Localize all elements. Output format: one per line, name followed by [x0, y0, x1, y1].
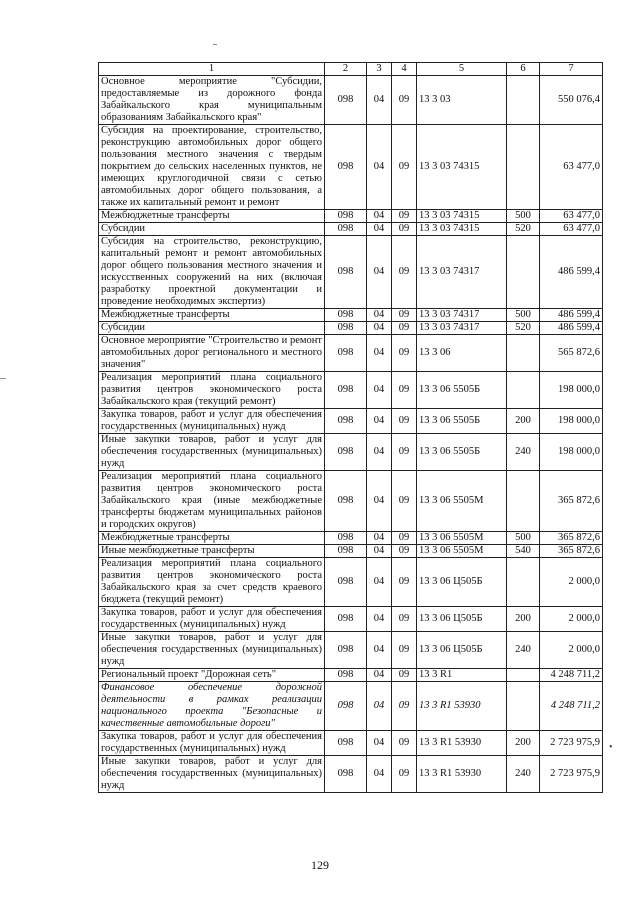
grbs-code-cell: 098	[325, 76, 367, 125]
row-name-cell: Основное мероприятие "Строительство и ремонт автомобильных дорог регионального и местного значения"	[99, 335, 325, 372]
subsection-code-cell: 09	[392, 125, 417, 210]
amount-cell: 550 076,4	[540, 76, 603, 125]
grbs-code-cell: 098	[325, 223, 367, 236]
amount-cell: 365 872,6	[540, 545, 603, 558]
row-name-cell: Иные межбюджетные трансферты	[99, 545, 325, 558]
section-code-cell: 04	[367, 731, 392, 756]
target-article-cell: 13 3 03	[417, 76, 507, 125]
section-code-cell: 04	[367, 756, 392, 793]
row-name-cell: Субсидии	[99, 223, 325, 236]
section-code-cell: 04	[367, 210, 392, 223]
subsection-code-cell: 09	[392, 669, 417, 682]
expense-type-cell	[507, 471, 540, 532]
expense-type-cell	[507, 125, 540, 210]
row-name-cell: Межбюджетные трансферты	[99, 309, 325, 322]
table-row	[99, 545, 603, 558]
subsection-code-cell: 09	[392, 335, 417, 372]
subsection-code-cell: 09	[392, 545, 417, 558]
row-name-cell: Закупка товаров, работ и услуг для обеспечения государственных (муниципальных) нужд	[99, 731, 325, 756]
table-row	[99, 756, 603, 793]
amount-cell: 4 248 711,2	[540, 682, 603, 731]
table-row	[99, 335, 603, 372]
section-code-cell: 04	[367, 125, 392, 210]
expense-type-cell: 240	[507, 756, 540, 793]
grbs-code-cell: 098	[325, 210, 367, 223]
expense-type-cell	[507, 669, 540, 682]
target-article-cell: 13 3 R1 53930	[417, 682, 507, 731]
target-article-cell: 13 3 06 5505М	[417, 532, 507, 545]
grbs-code-cell: 098	[325, 558, 367, 607]
subsection-code-cell: 09	[392, 471, 417, 532]
row-name-cell: Закупка товаров, работ и услуг для обеспечения государственных (муниципальных) нужд	[99, 409, 325, 434]
table-row	[99, 607, 603, 632]
expense-type-cell	[507, 558, 540, 607]
table-row	[99, 669, 603, 682]
grbs-code-cell: 098	[325, 632, 367, 669]
target-article-cell: 13 3 03 74317	[417, 309, 507, 322]
target-article-cell: 13 3 06 5505М	[417, 545, 507, 558]
section-code-cell: 04	[367, 545, 392, 558]
row-name-cell: Закупка товаров, работ и услуг для обеспечения государственных (муниципальных) нужд	[99, 607, 325, 632]
row-name-cell: Иные закупки товаров, работ и услуг для обеспечения государственных (муниципальных) нужд	[99, 756, 325, 793]
row-name-cell: Реализация мероприятий плана социального развития центров экономического роста Забайкальского края (текущий ремонт)	[99, 372, 325, 409]
row-name-cell: Субсидия на проектирование, строительство, реконструкцию автомобильных дорог общего пользования местного значения с твердым покрытием до сельских населенных пунктов, не имеющих круглогодичной связи с сетью автомобильных дорог общего пользования, а также их капитальный ремонт и ремонт	[99, 125, 325, 210]
budget-table	[98, 62, 603, 793]
amount-cell: 365 872,6	[540, 532, 603, 545]
section-code-cell: 04	[367, 335, 392, 372]
grbs-code-cell: 098	[325, 471, 367, 532]
amount-cell: 2 000,0	[540, 632, 603, 669]
table-body	[99, 76, 603, 793]
section-code-cell: 04	[367, 632, 392, 669]
target-article-cell: 13 3 R1	[417, 669, 507, 682]
expense-type-cell	[507, 236, 540, 309]
expense-type-cell: 520	[507, 223, 540, 236]
expense-type-cell: 200	[507, 607, 540, 632]
row-name-cell: Иные закупки товаров, работ и услуг для обеспечения государственных (муниципальных) нужд	[99, 434, 325, 471]
amount-cell: 486 599,4	[540, 236, 603, 309]
expense-type-cell: 520	[507, 322, 540, 335]
column-header: 4	[392, 63, 417, 76]
expense-type-cell	[507, 335, 540, 372]
row-name-cell: Реализация мероприятий плана социального развития центров экономического роста Забайкальского края (иные межбюджетные трансферты бюджетам муниципальных районов и городских округов)	[99, 471, 325, 532]
table-row	[99, 210, 603, 223]
subsection-code-cell: 09	[392, 236, 417, 309]
target-article-cell: 13 3 06 5505Б	[417, 434, 507, 471]
row-name-cell: Реализация мероприятий плана социального развития центров экономического роста Забайкальского края за счет средств краевого бюджета (текущий ремонт)	[99, 558, 325, 607]
amount-cell: 565 872,6	[540, 335, 603, 372]
row-name-cell: Межбюджетные трансферты	[99, 532, 325, 545]
amount-cell: 198 000,0	[540, 434, 603, 471]
target-article-cell: 13 3 03 74315	[417, 125, 507, 210]
section-code-cell: 04	[367, 236, 392, 309]
table-row	[99, 434, 603, 471]
expense-type-cell: 240	[507, 632, 540, 669]
row-name-cell: Финансовое обеспечение дорожной деятельности в рамках реализации национального проекта "Безопасные и качественные автомобильные дороги"	[99, 682, 325, 731]
expense-type-cell: 500	[507, 210, 540, 223]
section-code-cell: 04	[367, 409, 392, 434]
target-article-cell: 13 3 06 Ц505Б	[417, 632, 507, 669]
table-row	[99, 125, 603, 210]
column-header: 2	[325, 63, 367, 76]
row-name-cell: Основное мероприятие "Субсидии, предоставляемые из дорожного фонда Забайкальского края муниципальным образованиям Забайкальского края"	[99, 76, 325, 125]
grbs-code-cell: 098	[325, 731, 367, 756]
section-code-cell: 04	[367, 669, 392, 682]
table-row	[99, 558, 603, 607]
target-article-cell: 13 3 06 5505Б	[417, 409, 507, 434]
grbs-code-cell: 098	[325, 434, 367, 471]
subsection-code-cell: 09	[392, 682, 417, 731]
subsection-code-cell: 09	[392, 223, 417, 236]
grbs-code-cell: 098	[325, 409, 367, 434]
row-name-cell: Межбюджетные трансферты	[99, 210, 325, 223]
column-header: 3	[367, 63, 392, 76]
row-name-cell: Субсидия на строительство, реконструкцию, капитальный ремонт и ремонт автомобильных дорог общего пользования местного значения и искусственных сооружений на них (включая разработку проектной документации и проведение необходимых экспертиз)	[99, 236, 325, 309]
section-code-cell: 04	[367, 76, 392, 125]
grbs-code-cell: 098	[325, 236, 367, 309]
subsection-code-cell: 09	[392, 731, 417, 756]
grbs-code-cell: 098	[325, 545, 367, 558]
expense-type-cell: 200	[507, 409, 540, 434]
table-row	[99, 372, 603, 409]
subsection-code-cell: 09	[392, 210, 417, 223]
target-article-cell: 13 3 06 Ц505Б	[417, 607, 507, 632]
column-header: 1	[99, 63, 325, 76]
grbs-code-cell: 098	[325, 372, 367, 409]
amount-cell: 198 000,0	[540, 372, 603, 409]
table-row	[99, 236, 603, 309]
section-code-cell: 04	[367, 607, 392, 632]
subsection-code-cell: 09	[392, 607, 417, 632]
section-code-cell: 04	[367, 434, 392, 471]
column-header: 5	[417, 63, 507, 76]
table-header-row	[99, 63, 603, 76]
column-header: 7	[540, 63, 603, 76]
table-row	[99, 682, 603, 731]
amount-cell: 2 000,0	[540, 558, 603, 607]
section-code-cell: 04	[367, 532, 392, 545]
grbs-code-cell: 098	[325, 607, 367, 632]
subsection-code-cell: 09	[392, 632, 417, 669]
grbs-code-cell: 098	[325, 532, 367, 545]
amount-cell: 63 477,0	[540, 125, 603, 210]
subsection-code-cell: 09	[392, 309, 417, 322]
amount-cell: 365 872,6	[540, 471, 603, 532]
table-row	[99, 632, 603, 669]
amount-cell: 198 000,0	[540, 409, 603, 434]
grbs-code-cell: 098	[325, 322, 367, 335]
scan-artifact	[213, 44, 217, 45]
section-code-cell: 04	[367, 372, 392, 409]
row-name-cell: Региональный проект "Дорожная сеть"	[99, 669, 325, 682]
subsection-code-cell: 09	[392, 558, 417, 607]
grbs-code-cell: 098	[325, 756, 367, 793]
table-row	[99, 322, 603, 335]
expense-type-cell: 500	[507, 309, 540, 322]
subsection-code-cell: 09	[392, 532, 417, 545]
target-article-cell: 13 3 03 74315	[417, 223, 507, 236]
subsection-code-cell: 09	[392, 409, 417, 434]
expense-type-cell: 500	[507, 532, 540, 545]
table-row	[99, 76, 603, 125]
target-article-cell: 13 3 R1 53930	[417, 756, 507, 793]
target-article-cell: 13 3 03 74315	[417, 210, 507, 223]
row-name-cell: Субсидии	[99, 322, 325, 335]
table-row	[99, 309, 603, 322]
section-code-cell: 04	[367, 322, 392, 335]
expense-type-cell	[507, 76, 540, 125]
subsection-code-cell: 09	[392, 434, 417, 471]
target-article-cell: 13 3 R1 53930	[417, 731, 507, 756]
table-row	[99, 731, 603, 756]
grbs-code-cell: 098	[325, 335, 367, 372]
target-article-cell: 13 3 06 5505Б	[417, 372, 507, 409]
amount-cell: 486 599,4	[540, 309, 603, 322]
amount-cell: 63 477,0	[540, 223, 603, 236]
amount-cell: 2 000,0	[540, 607, 603, 632]
expense-type-cell	[507, 682, 540, 731]
section-code-cell: 04	[367, 471, 392, 532]
subsection-code-cell: 09	[392, 76, 417, 125]
grbs-code-cell: 098	[325, 669, 367, 682]
amount-cell: 2 723 975,9	[540, 731, 603, 756]
grbs-code-cell: 098	[325, 125, 367, 210]
grbs-code-cell: 098	[325, 309, 367, 322]
expense-type-cell	[507, 372, 540, 409]
section-code-cell: 04	[367, 558, 392, 607]
expense-type-cell: 540	[507, 545, 540, 558]
section-code-cell: 04	[367, 223, 392, 236]
amount-cell: 486 599,4	[540, 322, 603, 335]
scan-artifact	[0, 378, 6, 379]
section-code-cell: 04	[367, 309, 392, 322]
amount-cell: 4 248 711,2	[540, 669, 603, 682]
subsection-code-cell: 09	[392, 756, 417, 793]
amount-cell: 63 477,0	[540, 210, 603, 223]
table-row	[99, 532, 603, 545]
expense-type-cell: 200	[507, 731, 540, 756]
scan-artifact: •	[609, 742, 613, 753]
target-article-cell: 13 3 06	[417, 335, 507, 372]
target-article-cell: 13 3 03 74317	[417, 322, 507, 335]
table-row	[99, 471, 603, 532]
target-article-cell: 13 3 06 Ц505Б	[417, 558, 507, 607]
section-code-cell: 04	[367, 682, 392, 731]
subsection-code-cell: 09	[392, 322, 417, 335]
target-article-cell: 13 3 06 5505М	[417, 471, 507, 532]
expense-type-cell: 240	[507, 434, 540, 471]
table-row	[99, 409, 603, 434]
row-name-cell: Иные закупки товаров, работ и услуг для обеспечения государственных (муниципальных) нужд	[99, 632, 325, 669]
table-row	[99, 223, 603, 236]
page-number: 129	[311, 858, 329, 872]
amount-cell: 2 723 975,9	[540, 756, 603, 793]
target-article-cell: 13 3 03 74317	[417, 236, 507, 309]
subsection-code-cell: 09	[392, 372, 417, 409]
column-header: 6	[507, 63, 540, 76]
grbs-code-cell: 098	[325, 682, 367, 731]
